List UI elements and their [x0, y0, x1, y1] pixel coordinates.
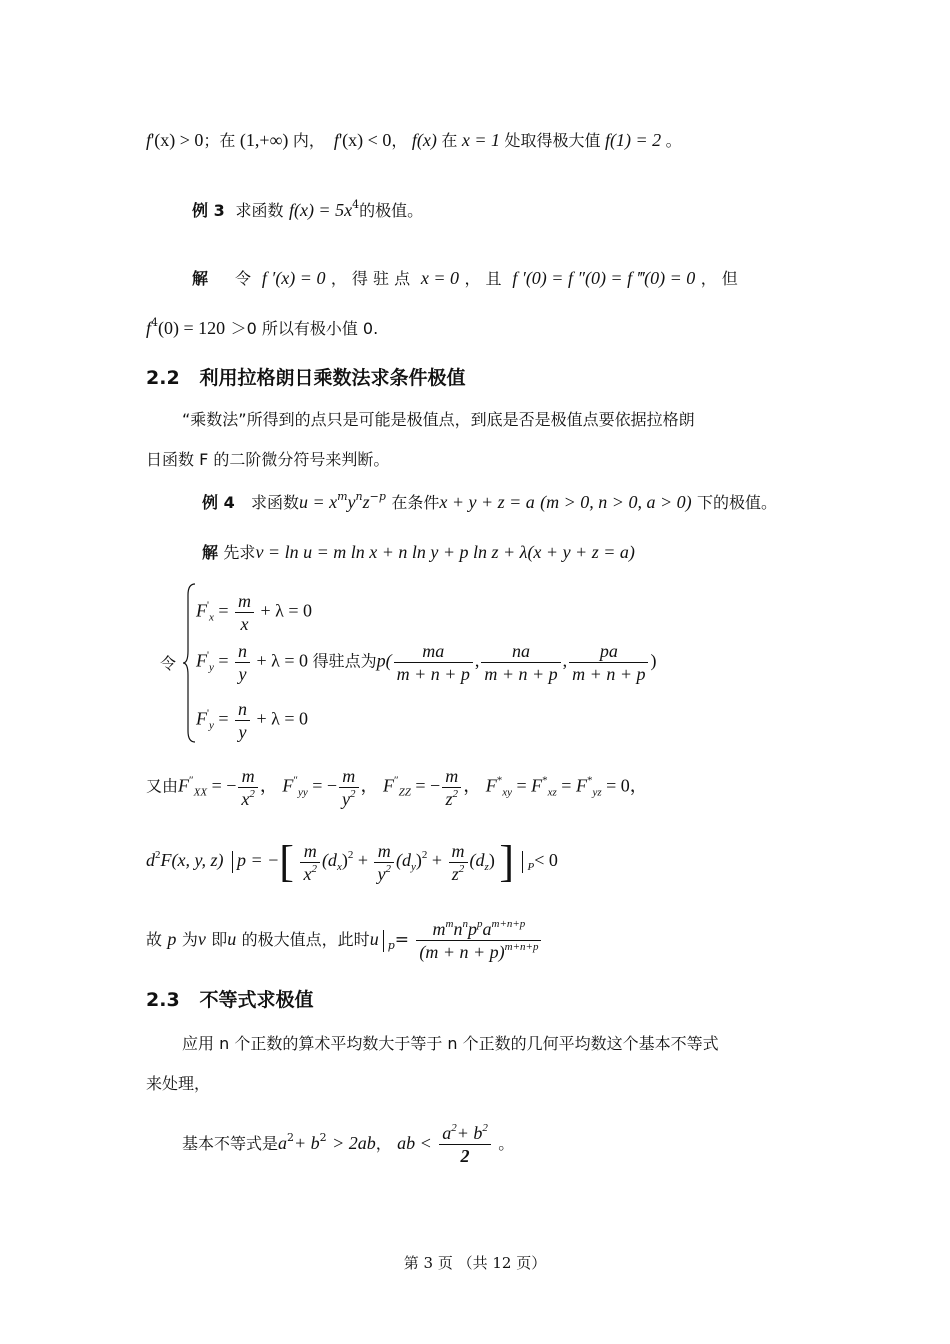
body-text: 为 [181, 930, 198, 949]
body-text: ， 得 驻 点 [330, 269, 411, 288]
body-text: 得驻点为 [312, 651, 377, 671]
math-text: '(x) > 0 [151, 130, 204, 150]
math-text: (d [395, 850, 411, 871]
section-title: 利用拉格朗日乘数法求条件极值 [199, 367, 466, 389]
math-text: u [227, 929, 237, 949]
math-text: F [485, 775, 497, 796]
math-subscript: yy [297, 786, 308, 799]
fraction [235, 590, 254, 635]
fraction: $\frac{m}{y^2}$ [339, 765, 359, 810]
body-text: ， 且 [464, 269, 502, 288]
math-subscript: P [527, 861, 535, 874]
solution-4 [202, 540, 635, 565]
fraction-numerator: ma [394, 640, 473, 663]
math-text: v = ln u = m ln x + n ln y + p ln z + λ(x + y + z = a) [255, 542, 635, 562]
math-text: = 0 [606, 775, 630, 796]
math-text: y [347, 492, 356, 512]
math-text: + b [294, 1133, 320, 1153]
math-text: p = − [236, 850, 280, 871]
fraction-numerator: m [432, 919, 446, 939]
fraction [481, 640, 560, 685]
fraction: $\frac{m}{y^2}$ [374, 840, 394, 885]
solution-3 [192, 266, 738, 291]
math-subscript: ZZ [398, 786, 411, 799]
fraction-numerator: m [449, 840, 468, 863]
fraction [235, 640, 250, 685]
math-subscript: xz [547, 786, 557, 799]
math-text: u [369, 929, 379, 949]
math-text: F [196, 650, 207, 671]
paragraph-line: “乘数法”所得到的点只是可能是极值点，到底是否是极值点要依据拉格朗 [182, 410, 695, 429]
section-number: 2.2 [146, 367, 180, 389]
line-f4 [146, 316, 378, 341]
paragraph-line: 日函数 F 的二阶微分符号来判断。 [146, 450, 390, 469]
system-row-3: $F'_y$ = $\frac{n}{y}$ + λ = 0 [196, 699, 309, 742]
math-text: F [178, 775, 190, 796]
math-text: ) [650, 650, 657, 671]
fraction-denominator: (m + n + p) [419, 942, 505, 962]
fraction: $\frac{m^mn^np^pa^{m+n+p}}{(m + n + p)^{m+n+p}}$ [416, 918, 541, 963]
body-text: 又由 [146, 776, 179, 796]
fraction-numerator: m [374, 840, 394, 863]
math-superscript: n [355, 490, 363, 503]
fraction-numerator: m [300, 840, 320, 863]
body-text: ；在 [203, 131, 236, 150]
math-text: x = 1 [461, 130, 500, 150]
body-text: 在 [441, 131, 458, 150]
math-text: F(x, y, z) [160, 850, 224, 871]
math-subscript: p [387, 939, 395, 952]
fraction: $\frac{m}{x^2}$ [300, 840, 320, 885]
math-text: + λ = 0 [260, 600, 313, 621]
body-text: 求函数 [235, 201, 284, 220]
math-text: p( [376, 650, 392, 671]
math-superscript: −p [369, 490, 386, 503]
math-text: u = x [298, 492, 338, 512]
second-differential: $d^2F(x$, y, z) p = −[ $\frac{m}{x^2}$ $(d_x)^2$ + $\frac{m}{y^2}$ $(d_y)^2$ + $\frac{m}{z^2}$ $(d_z)$ ] $_P$< 0 [146, 837, 558, 886]
math-text: f ′(x) = 0 [261, 268, 326, 288]
fraction-denominator: z [451, 863, 459, 884]
math-text: ) [488, 850, 495, 871]
math-text: (d [321, 850, 337, 871]
math-text: (d [469, 850, 485, 871]
math-superscript: m [337, 490, 348, 503]
fraction-numerator: n [235, 698, 250, 721]
body-text: 即 [211, 930, 228, 949]
fraction-denominator: 2 [460, 1146, 470, 1166]
fraction-numerator: a [442, 1123, 452, 1143]
math-text: f ′(0) = f ″(0) = f ‴(0) = 0 [512, 268, 696, 288]
math-text: d [146, 850, 155, 871]
body-text: 令 [160, 654, 177, 673]
math-text: ab < [397, 1133, 432, 1153]
fraction-denominator: m + n + p [484, 664, 558, 684]
fraction-numerator: m [238, 765, 258, 788]
fraction-denominator: y [377, 863, 386, 884]
second-derivatives: 又由$F''_{XX}$ = − $\frac{m}{x^2}$ ， $F''_{yy}$ = − $\frac{m}{y^2}$ ， $F''_{ZZ}$ = − $\frac{m}{z^2}$ ， $F^*_{xy} = F^*_{xz} = F^*_{yz} = 0$， [146, 766, 648, 809]
math-text: f [146, 130, 152, 150]
body-text: 的极大值点，此时 [241, 930, 370, 949]
fraction-numerator: m [339, 765, 359, 788]
solution-label: 解 [192, 269, 209, 288]
math-text: x + y + z = a [439, 492, 535, 512]
body-text: 处取得极大值 [504, 131, 601, 150]
section-heading-2-3 [146, 988, 314, 1012]
fraction [569, 640, 648, 685]
math-text: z [362, 492, 370, 512]
body-text: ， [391, 131, 408, 150]
body-text: 故 [146, 930, 163, 949]
basic-inequality: 基本不等式是$a^2+ b^2 > 2ab$， ab < $\frac{a^2+ b^2}{2}$ 。 [182, 1122, 515, 1166]
math-text: F [575, 775, 587, 796]
math-text: (0) = 120 [158, 318, 226, 338]
solution-label: 解 [202, 543, 219, 562]
math-text: + λ = 0 [256, 708, 309, 729]
example-3 [192, 198, 423, 223]
example-label: 例 3 [192, 201, 225, 220]
fraction-numerator: m [235, 590, 254, 613]
fraction-denominator: z [445, 789, 453, 809]
fraction [394, 640, 473, 685]
math-text: F [383, 775, 395, 796]
math-text: '(x) < 0 [338, 130, 392, 150]
math-text: (1,+∞) [239, 130, 289, 150]
fraction: $\frac{a^2+ b^2}{2}$ [439, 1122, 491, 1167]
left-brace [182, 583, 196, 743]
math-text: f(x) = 5x [288, 200, 353, 220]
math-subscript: xy [502, 786, 512, 799]
paragraph-line: 来处理， [146, 1074, 211, 1093]
fraction-denominator: m + n + p [396, 664, 470, 684]
body-text: 基本不等式是 [182, 1134, 279, 1153]
math-text: a [278, 1133, 288, 1153]
math-text: p [167, 929, 177, 949]
fraction: $\frac{m}{z^2}$ [442, 765, 461, 810]
math-superscript: 4 [352, 198, 360, 211]
body-text: 求函数 [250, 493, 299, 512]
math-text: f [146, 318, 152, 338]
example-label: 例 4 [202, 493, 235, 512]
math-superscript: 4 [151, 316, 159, 329]
math-text: (m > 0, n > 0, a > 0) [540, 492, 692, 512]
math-subscript: z [484, 861, 489, 874]
fraction-numerator: pa [569, 640, 648, 663]
system-row-1: $F'_x$ = $\frac{m}{x}$ + λ = 0 [196, 591, 313, 634]
paragraph-line: 应用 n 个正数的算术平均数大于等于 n 个正数的几何平均数这个基本不等式 [182, 1034, 719, 1053]
math-text: f(1) = 2 [605, 130, 662, 150]
math-text: < 0 [534, 850, 558, 871]
math-text: ) [341, 850, 348, 871]
conclusion: 故 p 为v 即u 的极大值点，此时u $_p$= $\frac{m^mn^np^pa^{m+n+p}}{(m + n + p)^{m+n+p}}$ [146, 918, 543, 963]
math-subscript: yz [592, 786, 602, 799]
section-heading-2-2 [146, 366, 466, 390]
body-text: 下的极值。 [697, 493, 778, 512]
fraction-denominator: x [241, 789, 250, 809]
body-text: ， [375, 1134, 392, 1153]
math-text: f [333, 130, 339, 150]
fraction-denominator: m + n + p [572, 664, 646, 684]
fraction-denominator: y [238, 722, 247, 742]
section-title: 不等式求极值 [199, 989, 314, 1011]
math-subscript: y [208, 661, 214, 674]
body-text: 令 [235, 269, 252, 288]
system-row-2: $F'_y$ = $\frac{n}{y}$ + λ = 0 得驻点为p( $\frac{ma}{m + n + p}$ , $\frac{na}{m + n + p}$ , $\frac{pa}{m + n + p}$ ) [196, 641, 657, 684]
math-text: + λ = 0 [256, 650, 309, 671]
fraction-numerator: na [481, 640, 560, 663]
body-text: 。 [665, 131, 682, 150]
section-number: 2.3 [146, 989, 180, 1011]
math-text: F [196, 600, 207, 621]
math-text: f(x) [411, 130, 437, 150]
body-text: 。 [498, 1134, 515, 1153]
fraction-numerator: m [442, 765, 461, 788]
math-subscript: y [410, 861, 416, 874]
fraction-numerator: n [235, 640, 250, 663]
math-text: > 2ab [332, 1133, 376, 1153]
body-text: ＞0 所以有极小值 0. [230, 319, 379, 338]
fraction-denominator: x [303, 863, 312, 884]
body-text: 内， [292, 131, 325, 150]
fraction [235, 698, 250, 743]
line-maximum-result [146, 128, 682, 153]
body-text: 在条件 [391, 493, 440, 512]
math-text: F [531, 775, 543, 796]
fraction: $\frac{m}{x^2}$ [238, 765, 258, 810]
math-subscript: XX [193, 786, 208, 799]
body-text: ， 但 [700, 269, 738, 288]
fraction-numerator: + b [456, 1123, 483, 1143]
math-subscript: x [208, 611, 214, 624]
page-footer: 第 3 页 （共 12 页） [403, 1254, 547, 1272]
math-text: F [282, 775, 294, 796]
math-subscript: x [336, 861, 342, 874]
math-text: F [196, 708, 207, 729]
body-text: 的极值。 [359, 201, 424, 220]
fraction-denominator: y [342, 789, 351, 809]
math-text: v [197, 929, 206, 949]
math-subscript: y [208, 719, 214, 732]
fraction: $\frac{m}{z^2}$ [449, 840, 468, 885]
math-text: ) [415, 850, 422, 871]
fraction-denominator: x [240, 614, 249, 634]
fraction-denominator: y [238, 664, 247, 684]
body-text: 先求 [223, 543, 256, 562]
example-4 [202, 490, 777, 515]
math-text: x = 0 [420, 268, 460, 288]
